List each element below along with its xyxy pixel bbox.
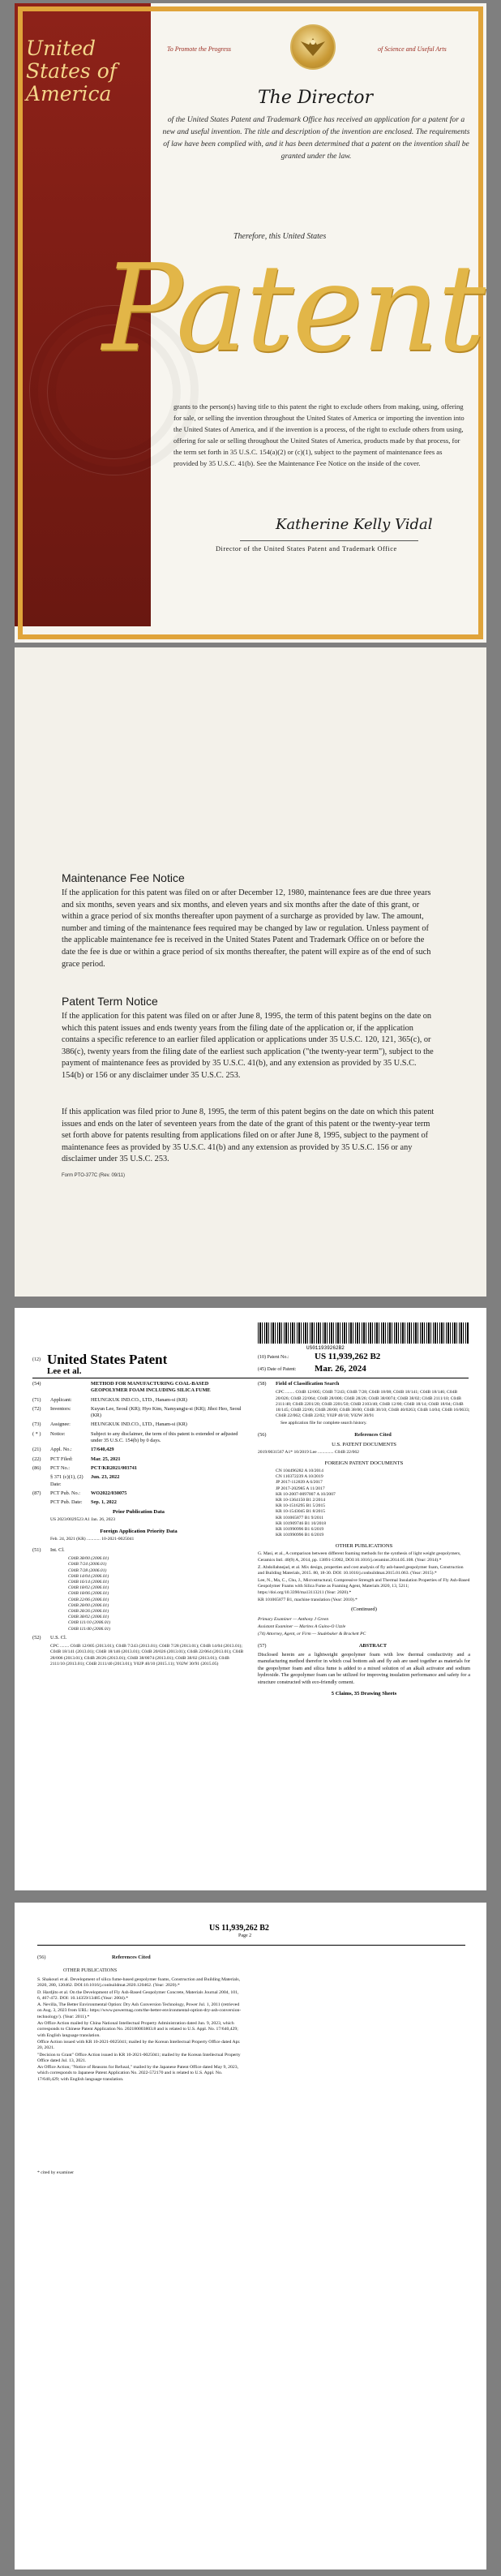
slogan-left: To Promote the Progress	[167, 45, 232, 53]
code-12: (12)	[32, 1357, 41, 1362]
biblio-code: (22)	[32, 1456, 41, 1462]
us-cl-code: (52)	[32, 1634, 41, 1641]
biblio-value: 17/640,429	[91, 1447, 114, 1453]
foreign-doc-item: KR 101909746 B1 10/2018	[276, 1520, 327, 1526]
foreign-doc-item: JP 2017-112839 A 6/2017	[276, 1480, 323, 1486]
slogan-right: of Science and Useful Arts	[378, 45, 447, 53]
int-cl-item: C04B 7/28 (2006.01)	[68, 1568, 107, 1573]
page2-refs-code: (56)	[37, 1955, 46, 1960]
director-heading: The Director	[258, 88, 373, 108]
assistant-examiner: Assistant Examiner — Marites A Guino-O Uzzle	[258, 1624, 346, 1630]
inventor-short: Lee et al.	[47, 1366, 82, 1376]
int-cl-item: C04B 28/00 (2006.01)	[68, 1602, 109, 1608]
right-column	[258, 1381, 470, 1697]
foreign-doc-item: KR 101990996 B1 6/2019	[276, 1527, 324, 1533]
us-docs-list	[258, 1450, 470, 1456]
other-pub-item: Z. Abdollahnejad, et al. Mix design, properties and cost analysis of fly ash-based geopolymer foam, Construction and Building Materials, 2015. 80, 18-30. DOI: 10.1016/j.conbuildmat.2015.01.063. (Year: 2015).*	[258, 1564, 464, 1576]
page2-pub-item: A. Nevilla, The Better Environmental Option: Dry Ash Conversion Technology, Power Jul. 1, 2011 (retrieved on Aug. 3, 2023 from URL: https://www.powermag.com/the-better-environmental-option-dry-ash-conversion-technology/). (Year: 2011).*	[37, 2002, 242, 2019]
int-cl-item: C04B 18/02 (2006.01)	[68, 1585, 109, 1591]
biblio-row	[32, 1499, 245, 1506]
int-cl-item: C04B 16/14 (2006.01)	[68, 1579, 109, 1585]
foreign-docs-list	[258, 1469, 470, 1538]
biblio-row	[32, 1397, 245, 1404]
int-cl-row	[32, 1547, 245, 1554]
claims-summary: 5 Claims, 35 Drawing Sheets	[331, 1691, 397, 1697]
abstract-text: Disclosed herein are a lightweight geopolymer foam with low thermal conductivity and a manufacturing method therefor in which coal bottom ash and fly ash are used together as materials for the geopolymer foam and silica fume is added to a mixed solution of an alkali activator and sodium hydroxide. The geopolymer foam can be utilized for improving insulation performance and safety for a structure constructed with eco-friendly cement.	[258, 1651, 470, 1685]
primary-examiner: Primary Examiner — Anthony J Green	[258, 1617, 329, 1623]
biblio-code: (72)	[32, 1405, 41, 1412]
us-cl-text: CPC ........ C04B 12/005 (2013.01); C04B 7/243 (2013.01); C04B 7/28 (2013.01); C04B 14/04 (2013.01); C04B 18/141 (2013.01); C04B 18/146 (2013.01); C04B 20/026 (2013.01); C04B 22/064 (2013.01); C04B 28/006 (2013.01); C04B 28/26 (2013.01); C04B 38/0074 (2013.01); C04B 38/02 (2013.01); C04B 2111/10 (2013.01); C04B 2111/40 (2013.01); Y02P 40/10 (2015.11); Y02W 30/91 (2015.05)	[50, 1644, 244, 1666]
int-cl-item: C04B 111/40 (2006.01)	[68, 1626, 111, 1632]
foreign-doc-item: KR 10-1364150 B1 2/2014	[276, 1498, 326, 1503]
other-pub-item: KR 101065877 B1, machine translation (Year: 2010).*	[258, 1597, 358, 1602]
biblio-code: ( * )	[32, 1430, 41, 1437]
references-code: (56)	[258, 1431, 267, 1438]
biblio-code: (73)	[32, 1421, 41, 1428]
biblio-label: Inventors:	[50, 1405, 71, 1412]
biblio-code	[32, 1474, 50, 1488]
patent-term-text-1: If the application for this patent was filed on or after June 8, 1995, the term of this patent begins on the date on which this patent issues and ends twenty years from the filing date of the application or, if the application contains a specific reference to an earlier filed application or applications under 35 U.S.C. 120, 121, 365(c), or 386(c), twenty years from the filing date of the earliest such application ("the twenty-year term"), subject to the payment of maintenance fees as provided by 35 U.S.C. 41(b), and any extension as provided by 35 U.S.C. 154(b) or 156 or any disclaimer under 35 U.S.C. 253.	[62, 1012, 434, 1080]
biblio-code	[32, 1499, 50, 1506]
foreign-doc-item: KR 10-2007-0097007 A 10/2007	[276, 1491, 336, 1497]
page2-pub-item: D. Hardjito et al. On the Development of Fly Ash-Based Geopolymer Concrete, Materials Journal 2004, 101, 6, 467-472. DOI: 10.14359/13485 (Year: 2004).*	[37, 1989, 239, 2001]
int-cl-item: C04B 38/02 (2006.01)	[68, 1615, 109, 1620]
foreign-doc-item: KR 10-1543045 B1 8/2015	[276, 1509, 326, 1515]
biblio-code: (87)	[32, 1490, 41, 1496]
biblio-value: Mar. 25, 2021	[91, 1456, 121, 1462]
patent-no-label: (10) Patent No.:	[258, 1355, 289, 1360]
barcode-number: US011939262B2	[306, 1345, 345, 1351]
biblio-value: METHOD FOR MANUFACTURING COAL-BASED GEOPOLYMER FOAM INCLUDING SILICA FUME	[91, 1381, 211, 1394]
patent-word: Patent	[102, 239, 485, 378]
int-cl-item: C04B 111/10 (2006.01)	[68, 1620, 111, 1626]
page2-pub-item: An Office Action; "Notice of Reasons for Refusal," mailed by the Japanese Patent Office dated May 9, 2023, which corresponds to Japanese Patent Application No. 2022-572170 and is related to U.S. Appl. No. 17/640,429; with English language translation.	[37, 2065, 238, 2082]
biblio-label	[50, 1381, 91, 1395]
biblio-label: Assignee:	[50, 1421, 71, 1428]
biblio-code: (86)	[32, 1464, 41, 1471]
page2-refs-heading: References Cited	[112, 1955, 151, 1960]
int-cl-item: C04B 18/06 (2006.01)	[68, 1591, 109, 1597]
notice-page	[15, 647, 486, 1297]
foreign-docs-heading: FOREIGN PATENT DOCUMENTS	[324, 1460, 404, 1467]
biblio-row	[32, 1447, 245, 1453]
therefore-line: Therefore, this United States	[233, 232, 327, 241]
other-pubs-heading: OTHER PUBLICATIONS	[335, 1543, 393, 1550]
us-cl-label: U.S. Cl.	[50, 1634, 67, 1641]
other-pubs-list	[258, 1551, 470, 1603]
patent-page-2	[15, 1903, 486, 2570]
biblio-label: PCT Pub. No.:	[50, 1490, 80, 1496]
us-docs-heading: U.S. PATENT DOCUMENTS	[332, 1441, 396, 1447]
int-cl-item: C04B 7/24 (2006.01)	[68, 1562, 107, 1568]
prior-pub: US 2023/0029523 A1 Jan. 26, 2023	[50, 1517, 116, 1523]
biblio-code: (54)	[32, 1381, 41, 1387]
biblio-value: PCT/KR2021/003741	[91, 1464, 138, 1471]
page2-rule	[37, 1945, 465, 1946]
field-search-row	[258, 1381, 470, 1387]
references-heading: References Cited	[354, 1431, 392, 1438]
page2-pub-item: "Decision to Grant" Office Action issued in KR 10-2021-0025041; mailed by the Korean Intellectual Property Office dated Jul. 13, 2021.	[37, 2052, 241, 2063]
int-cl-item: C04B 38/00 (2006.01)	[68, 1556, 109, 1562]
foreign-doc-item: CN 104496282 A 10/2014	[276, 1469, 323, 1474]
certificate-page	[15, 3, 486, 643]
barcode-icon	[258, 1322, 469, 1344]
foreign-doc-item: KR 101990996 B1 6/2019	[276, 1533, 324, 1538]
director-signature: Katherine Kelly Vidal	[276, 516, 433, 533]
maintenance-fee-heading: Maintenance Fee Notice	[62, 871, 185, 884]
biblio-value: Subject to any disclaimer, the term of this patent is extended or adjusted under 35 U.S.C. 154(b) by 0 days.	[91, 1430, 238, 1444]
abstract-code: (57)	[258, 1642, 267, 1649]
abstract-row	[258, 1643, 470, 1649]
patent-front-page	[15, 1308, 486, 1890]
date-label: (45) Date of Patent:	[258, 1367, 297, 1372]
patent-number: US 11,939,262 B2	[315, 1352, 381, 1361]
other-pub-item: G. Masi, et al., A comparison between different foaming methods for the synthesis of light weight geopolymers, Ceramics Intl. 40(9) A, 2014, pp. 13891-13902, DOI:10.1016/j.ceramint.2014.05.108. (Year: 2014).*	[258, 1551, 461, 1563]
int-cl-item: C04B 14/04 (2006.01)	[68, 1573, 109, 1579]
patent-term-text-2: If this application was filed prior to June 8, 1995, the term of this patent begins on the date on which this patent issues and ends on the later of seventeen years from the date of the grant of this patent or the twenty-year term set forth above for patents resulting from applications filed on or after June 8, 1995, subject to the payment of maintenance fees as provided by 35 U.S.C. 41(b) and any extension as provided by 35 U.S.C. 156 or any disclaimer under 35 U.S.C. 253.	[62, 1107, 435, 1164]
field-search-heading: Field of Classification Search	[276, 1381, 340, 1387]
prior-pub-heading: Prior Publication Data	[113, 1509, 165, 1516]
int-cl-item: C04B 28/26 (2006.01)	[68, 1608, 109, 1614]
biblio-row	[32, 1474, 245, 1488]
other-pub-item: Lee, N., Ma, C., Chu, J., Microstructural, Compressive Strength and Thermal Insulation Properties of Fly Ash-Based Geopolymer Foams with Silica Fume as Foaming Agent, Materials 2020, 13, 5211; https://doi.org/10.3390/ma13113211 (Year: 2020).*	[258, 1578, 470, 1595]
int-cl-item: C04B 22/06 (2006.01)	[68, 1597, 109, 1602]
page2-pub-item: Office Action issued with KR 10-2021-0025041; mailed by the Korean Intellectual Property Office dated Apr. 20, 2021.	[37, 2039, 241, 2051]
bibliographic-fields	[32, 1381, 245, 1506]
page2-pub-item: An Office Action mailed by China National Intellectual Property Administration dated Jun. 9, 2023, which corresponds to Chinese Patent Application No. 202180003803.8 and is related to U.S. Appl. No. 17/640,429; with English language translation.	[37, 2021, 238, 2038]
director-statement: of the United States Patent and Trademark Office has received an application for a patent for a new and useful invention. The title and description of the invention are enclosed. The requirements of law have been complied with, and it has been determined that a patent on the invention shall be granted under the law.	[162, 115, 470, 161]
biblio-label: PCT No.:	[50, 1464, 71, 1471]
biblio-label: Appl. No.:	[50, 1447, 72, 1453]
foreign-doc-item: KR 101065877 B1 9/2011	[276, 1515, 323, 1520]
int-cl-code: (51)	[32, 1546, 41, 1553]
patent-date: Mar. 26, 2024	[315, 1364, 366, 1374]
grant-text: grants to the person(s) having title to this patent the right to exclude others from making, using, offering for sale, or selling the invention throughout the United States of America or importing the invention into the United States of America, and if the invention is a process, of the right to exclude others from using, offering for sale or selling throughout the United States of America, products made by that process, for the term set forth in 35 U.S.C. 154(a)(2) or (c)(1), subject to the payment of maintenance fees as provided by 35 U.S.C. 41(b). See the Maintenance Fee Notice on the inside of the cover.	[173, 402, 465, 467]
biblio-row	[32, 1465, 245, 1472]
page2-number: Page 2	[238, 1933, 252, 1938]
banner-title: United States of America	[26, 37, 117, 105]
signature-line	[240, 540, 418, 541]
page2-header: US 11,939,262 B2	[209, 1924, 269, 1933]
int-cl-label: Int. Cl.	[50, 1546, 65, 1553]
biblio-row	[32, 1381, 245, 1395]
us-cl-row	[32, 1635, 245, 1641]
field-search-note: See application file for complete search history.	[280, 1421, 367, 1426]
int-cl-list	[32, 1556, 245, 1632]
biblio-row	[32, 1456, 245, 1463]
continued-label: (Continued)	[351, 1606, 377, 1613]
biblio-value: Kuyun Lee, Seoul (KR); Hyo Kim, Namyangju-si (KR); Jihoi Heo, Seoul (KR)	[91, 1405, 242, 1419]
abstract-heading: ABSTRACT	[358, 1642, 388, 1649]
biblio-value: WO2022/030075	[91, 1490, 127, 1496]
field-search-text: CPC ........ C04B 12/005; C04B 7/243; C04B 7/28; C04B 18/08; C04B 18/141; C04B 18/146; C04B 20/026; C04B 22/064; C04B 28/006; C04B 28/26; C04B 38/0074; C04B 38/02; C04B 2111/10; C04B 2111/40; C04B 2201/20; C04B 2201/50; C04B 2103/40; C04B 12/00; C04B 18/14; C04B 18/04; C04B 18/145; C04B 22/06; C04B 28/00; C04B 38/00; C04B 38/10; C04B 40/0263; C04B 14/04; C04B 16/0633; C04B 22/062; C04B 22/02; Y02P 40/10; Y02W 30/91	[276, 1390, 470, 1419]
cited-by-examiner: * cited by examiner	[37, 2170, 75, 2175]
references-row	[258, 1432, 470, 1439]
eagle-icon	[299, 35, 327, 59]
foreign-priority-heading: Foreign Application Priority Data	[100, 1528, 178, 1534]
form-number: Form PTO-377C (Rev. 09/11)	[62, 1173, 126, 1178]
maintenance-fee-text: If the application for this patent was filed on or after December 12, 1980, maintenance fees are due three years and six months, seven years and six months, and eleven years and six months after the date of this grant, or within a grace period of six months thereafter upon payment of a surcharge as provided by law. The amount, number and timing of the maintenance fees required may be changed by law or regulation. Unless payment of the applicable maintenance fee is received in the United States Patent and Trademark Office on or before the date the fee is due or within a grace period of six months thereafter, the patent will expire as of the end of such grace period.	[62, 888, 431, 969]
patent-title-heading: United States Patent	[47, 1352, 168, 1367]
biblio-label: PCT Pub. Date:	[50, 1499, 83, 1506]
foreign-doc-item: CN 110372239 A 10/2019	[276, 1474, 323, 1480]
page2-other-pubs-list	[37, 1977, 242, 2084]
attorney: (74) Attorney, Agent, or Firm — Studebaker & Brackett PC	[258, 1632, 366, 1637]
biblio-value: HEUNGKUK IND.CO., LTD., Hanam-si (KR)	[91, 1396, 187, 1403]
signer-title: Director of the United States Patent and Trademark Office	[216, 545, 397, 553]
biblio-row	[32, 1421, 245, 1428]
field-search-code: (58)	[258, 1381, 267, 1387]
foreign-doc-item: KR 10-1516295 B1 5/2015	[276, 1503, 326, 1509]
eagle-seal-icon	[290, 24, 336, 70]
biblio-label: PCT Filed:	[50, 1456, 73, 1462]
biblio-row	[32, 1406, 245, 1420]
biblio-value: Jun. 23, 2022	[91, 1474, 120, 1481]
patent-term-heading: Patent Term Notice	[62, 995, 158, 1008]
biblio-row	[32, 1490, 245, 1497]
biblio-value: HEUNGKUK IND.CO., LTD., Hanam-si (KR)	[91, 1421, 187, 1428]
foreign-doc-item: JP 2017-202985 A 11/2017	[276, 1486, 325, 1491]
page2-pub-item: S. Shakouri et al. Development of silica fume-based geopolymer foams, Construction and Building Materials, 2020, 280, 120462. DOI:10.1016/j.conbuildmat.2020.120462. (Year: 2020).*	[37, 1977, 241, 1989]
biblio-value: Sep. 1, 2022	[91, 1499, 117, 1506]
left-column	[32, 1381, 245, 1669]
biblio-label: Applicant:	[50, 1396, 72, 1403]
biblio-code: (71)	[32, 1396, 41, 1403]
page2-other-pubs-heading: OTHER PUBLICATIONS	[63, 1967, 118, 1973]
biblio-row	[32, 1431, 245, 1445]
us-doc-item: 2019/0031567 A1* 10/2019 Lee .............. C04B 22/062	[258, 1449, 359, 1455]
biblio-label: § 371 (c)(1), (2) Date:	[50, 1474, 84, 1487]
biblio-label: Notice:	[50, 1430, 66, 1437]
biblio-code: (21)	[32, 1447, 41, 1453]
foreign-priority: Feb. 24, 2021 (KR) ............ 10-2021-0025041	[50, 1536, 135, 1542]
